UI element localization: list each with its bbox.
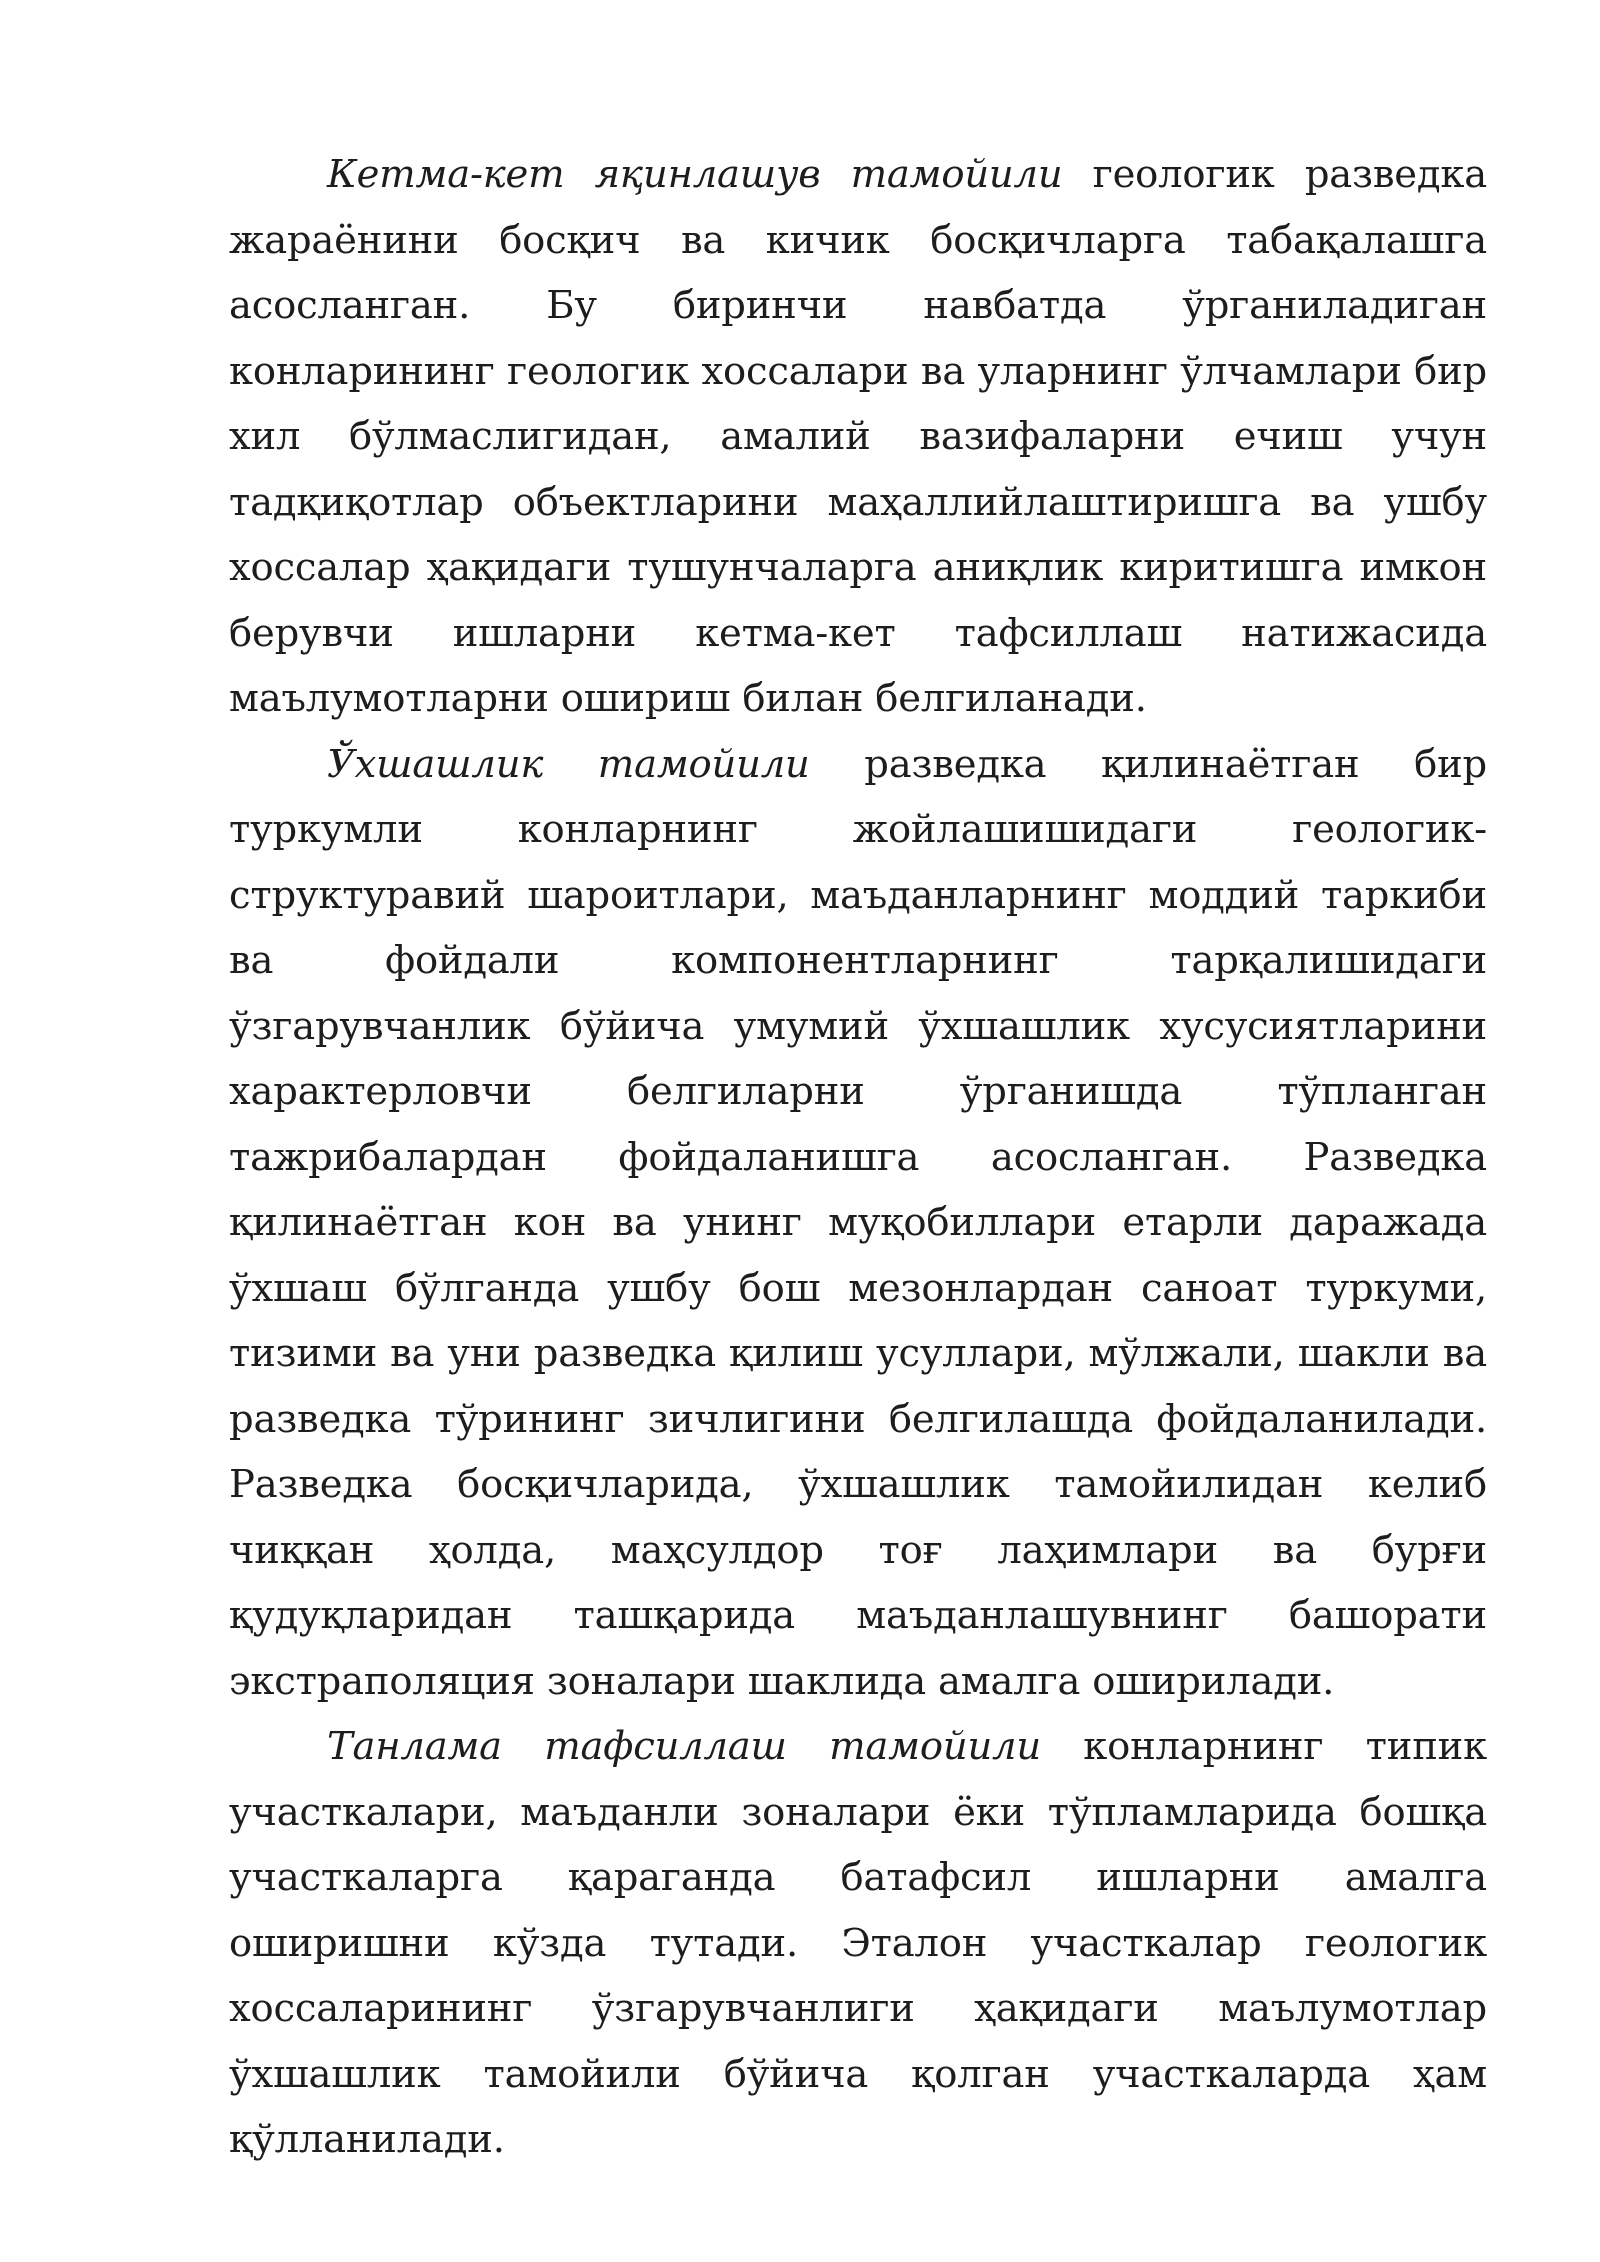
paragraph-selective-detailing	[229, 1714, 1487, 2173]
paragraph-sequential-approximation	[229, 142, 1487, 732]
paragraph-text: конларнинг типик участкалари, маъданли зоналари ёки тўпламларида бошқа участкаларга қараганда батафсил ишларни амалга оширишни кўзда тутади. Эталон участкалар геологик хоссаларининг ўзгарувчанлиги ҳақидаги маълумотлар ўхшашлик тамойили бўйича қолган участкаларда ҳам қўлланилади.	[229, 1724, 1487, 2162]
paragraph-lead-term: Ўхшашлик тамойили	[327, 741, 810, 787]
paragraph-text: геологик разведка жараёнини босқич ва кичик босқичларга табақалашга асосланган. Бу биринчи навбатда ўрганиладиган конларининг геологик хоссалари ва уларнинг ўлчамлари бир хил бўлмаслигидан, амалий вазифаларни ечиш учун тадқиқотлар объектларини маҳаллийлаштиришга ва ушбу хоссалар ҳақидаги тушунчаларга аниқлик киритишга имкон берувчи ишларни кетма-кет тафсиллаш натижасида маълумотларни ошириш билан белгиланади.	[229, 152, 1487, 721]
paragraph-lead-term: Танлама тафсиллаш тамойили	[327, 1724, 1041, 1769]
paragraph-lead-term: Кетма-кет яқинлашув тамойили	[327, 152, 1063, 197]
paragraph-text: разведка қилинаётган бир туркумли конларнинг жойлашишидаги геологик-структуравий шароитлари, маъданларнинг моддий таркиби ва фойдали компонентларнинг тарқалишидаги ўзгарувчанлик бўйича умумий ўхшашлик хусусиятларини характерловчи белгиларни ўрганишда тўпланган тажрибалардан фойдаланишга асосланган. Разведка қилинаётган кон ва унинг муқобиллари етарли даражада ўхшаш бўлганда ушбу бош мезонлардан саноат туркуми, тизими ва уни разведка қилиш усуллари, мўлжали, шакли ва разведка тўрининг зичлигини белгилашда фойдаланилади. Разведка босқичларида, ўхшашлик тамойилидан келиб чиққан ҳолда, маҳсулдор тоғ лаҳимлари ва бурғи қудуқларидан ташқарида маъданлашувнинг башорати экстраполяция зоналари шаклида амалга оширилади.	[229, 741, 1487, 1704]
paragraph-similarity	[229, 732, 1487, 1715]
document-body	[229, 142, 1487, 2173]
